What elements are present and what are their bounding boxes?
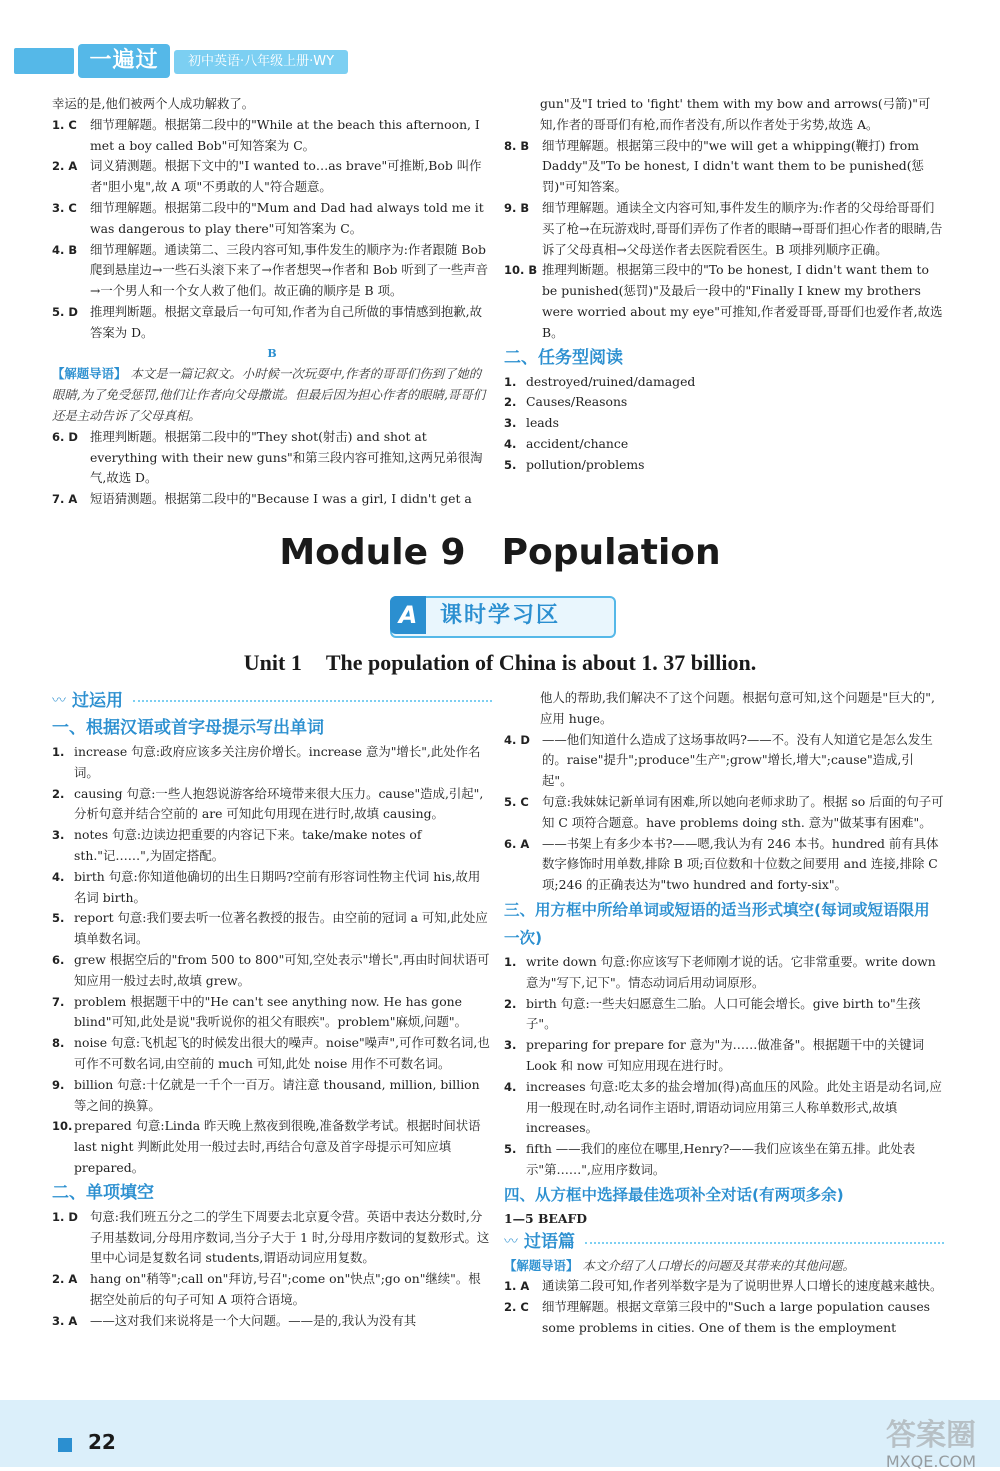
item-number: 3. (52, 828, 65, 843)
item-text: leads (526, 415, 559, 431)
answer-item (52, 908, 492, 950)
item-text: Causes/Reasons (526, 394, 628, 410)
item-text: pollution/problems (526, 456, 645, 472)
item-number: 5. D (52, 304, 78, 319)
item-number: 2. A (52, 159, 78, 174)
dotted-divider (133, 700, 492, 702)
answer-item (504, 413, 944, 434)
answer-item (504, 1077, 944, 1139)
answer-item (52, 198, 492, 240)
item-text: 通读第二段可知,作者列举数字是为了说明世界人口增长的速度越来越快。 (542, 1278, 943, 1294)
bottom-right-column (504, 688, 944, 1339)
lead-text: 他人的帮助,我们解决不了这个问题。根据句意可知,这个问题是"巨大的",应用 huge。 (540, 690, 935, 726)
answer-item (504, 434, 944, 455)
item-text: 推理判断题。根据文章最后一句可知,作者为自己所做的事情感到抱歉,故答案为 D。 (90, 303, 482, 340)
book-subtitle: 初中英语·八年级上册·WY (174, 50, 348, 74)
answer-item (52, 742, 492, 784)
answer-item (52, 867, 492, 909)
item-number: 4. B (52, 242, 78, 257)
item-text: 词义猜测题。根据下文中的"I wanted to…as brave"可推断,Bob 叫作者"胆小鬼",故 A 项"不勇敢的人"符合题意。 (90, 158, 482, 195)
answer-item (504, 198, 944, 260)
item-text: report 句意:我们要去听一位著名教授的报告。由空前的冠词 a 可知,此处应填单数名词。 (74, 910, 488, 947)
guide-text: 本文是一篇记叙文。小时候一次玩耍中,作者的哥哥们伤到了她的眼睛,为了免受惩罚,他们让作者向父母撒谎。但最后因为担心作者的眼睛,哥哥们还是主动告诉了父母真相。 (52, 366, 486, 423)
item-number: 1. (504, 954, 517, 969)
item-number: 9. (52, 1077, 65, 1092)
section-title: 三、用方框中所给单词或短语的适当形式填空(每词或短语限用一次) (504, 900, 930, 947)
watermark-logo-text: 答案圈 (886, 1418, 976, 1453)
item-number: 5. C (504, 794, 529, 809)
item-text: 细节理解题。通读全文内容可知,事件发生的顺序为:作者的父母给哥哥们买了枪→在玩游戏时,哥哥们弄伤了作者的眼睛→哥哥们担心作者的眼睛,告诉了父母真相→父母送作者去医院看医生。B 项排列顺序正确。 (542, 199, 943, 257)
guide-tag: 【解题导语】 (504, 1257, 579, 1273)
answer-item (504, 455, 944, 476)
item-text: 推理判断题。根据第二段中的"They shot(射击) and shot at everything with their new guns"和第三段内容可推知,这两兄弟很淘气,故选 D。 (90, 428, 483, 486)
section-title: 二、任务型阅读 (504, 347, 623, 368)
item-text: billion 句意:十亿就是一千个一百万。请注意 thousand, million, billion 等之间的换算。 (74, 1076, 480, 1113)
item-number: 7. (52, 994, 65, 1009)
reading-guide (504, 1256, 944, 1277)
item-number: 8. B (504, 138, 530, 153)
item-text: increase 句意:政府应该多关注房价增长。increase 意为"增长",此处作名词。 (74, 744, 481, 780)
reading-guide (52, 364, 492, 426)
item-text: 细节理解题。根据文章第三段中的"Such a large population causes some problems in cities. One of them is the employment (542, 1299, 931, 1335)
module-name: Population (501, 532, 721, 573)
item-number: 9. B (504, 200, 530, 215)
item-number: 3. (504, 416, 517, 431)
brand-logo: 一遍过 (78, 44, 170, 78)
item-number: 4. D (504, 732, 530, 747)
wave-icon: 〰 (52, 692, 66, 709)
item-text: 细节理解题。根据第二段中的"Mum and Dad had always told me it was dangerous to play there"可知答案为 C。 (90, 199, 484, 236)
section-b-label: B (267, 346, 277, 360)
site-watermark (796, 1410, 976, 1471)
item-number: 6. (52, 952, 65, 967)
item-text: write down 句意:你应该写下老师刚才说的话。它非常重要。write down 意为"写下,记下"。情态动词后用动词原形。 (526, 953, 936, 990)
answer-item (52, 1033, 492, 1075)
item-number: 5. (504, 457, 517, 472)
item-number: 1. D (52, 1209, 78, 1224)
lead-text: gun"及"I tried to 'fight' them with my bow and arrows(弓箭)"可知,作者的哥哥们有枪,而作者没有,所以作者处于劣势,故选 A。 (540, 96, 931, 132)
item-number: 6. A (504, 836, 530, 851)
answer-item (52, 240, 492, 302)
answer-item (504, 792, 944, 834)
unit-title (0, 650, 1000, 676)
item-text: preparing for prepare for 意为"为……做准备"。根据题干中的关键词 Look 和 now 可知应用现在进行时。 (526, 1037, 925, 1073)
unit-label: Unit 1 (243, 650, 302, 675)
answer-item (504, 994, 944, 1036)
answer-item (52, 1269, 492, 1311)
item-text: 句意:我妹妹记新单词有困难,所以她向老师求助了。根据 so 后面的句子可知 C 项符合题意。have problems doing sth. 意为"做某事有困难"。 (542, 793, 944, 830)
answer-item (52, 115, 492, 157)
item-text: increases 句意:吃太多的盐会增加(得)高血压的风险。此处主语是动名词,应用一般现在时,动名词作主语时,谓语动词应用第三人称单数形式,故填 increases。 (526, 1078, 942, 1136)
item-text: notes 句意:边读边把重要的内容记下来。take/make notes of sth."记……",为固定搭配。 (74, 827, 422, 863)
answer-item (52, 302, 492, 344)
item-number: 4. (504, 436, 517, 451)
answer-item (504, 392, 944, 413)
answer-item (504, 952, 944, 994)
footer-square-icon (58, 1438, 72, 1452)
section-title: 一、根据汉语或首字母提示写出单词 (52, 718, 324, 738)
lead-text: 幸运的是,他们被两个人成功解救了。 (52, 96, 255, 111)
item-text: hang on"稍等";call on"拜访,号召";come on"快点";go on"继续"。根据空处前后的句子可知 A 项符合语境。 (90, 1271, 481, 1307)
item-text: 短语猜测题。根据第二段中的"Because I was a girl, I didn't get a (90, 491, 472, 507)
item-number: 4. (504, 1079, 517, 1094)
item-number: 3. A (52, 1313, 78, 1328)
answer-item (52, 1116, 492, 1178)
item-text: noise 句意:飞机起飞的时候发出很大的噪声。noise"噪声",可作可数名词,也可作不可数名词,由空前的 much 可知,此处 noise 用作不可数名词。 (74, 1035, 490, 1071)
answer-item (52, 1207, 492, 1269)
item-number: 2. A (52, 1272, 78, 1287)
item-number: 1. C (52, 117, 77, 132)
item-text: 句意:我们班五分之二的学生下周要去北京夏令营。英语中表达分数时,分子用基数词,分母用序数词,当分子大于 1 时,分母用序数词的复数形式。这里中心词是复数名词 students,谓语动词应用复数。 (90, 1208, 490, 1266)
pass-label: 过语篇 (524, 1232, 575, 1253)
header-color-band (14, 48, 74, 74)
answer-item (504, 1035, 944, 1077)
item-text: grew 根据空后的"from 500 to 800"可知,空处表示"增长",再由时间状语可知应用一般过去时,故填 grew。 (74, 951, 490, 988)
pass-label: 过运用 (72, 690, 123, 711)
item-number: 4. (52, 869, 65, 884)
module-label: Module 9 (279, 532, 466, 573)
item-text: birth 句意:你知道他确切的出生日期吗?空前有形容词性物主代词 his,故用名词 birth。 (74, 868, 481, 905)
answer-item (52, 784, 492, 826)
item-text: causing 句意:一些人抱怨说游客给环境带来很大压力。cause"造成,引起",分析句意并结合空前的 are 可知此句用现在进行时,故填 causing。 (74, 785, 484, 822)
guide-tag: 【解题导语】 (52, 366, 127, 382)
item-text: ——书架上有多少本书?——嗯,我认为有 246 本书。hundred 前有具体数字修饰时用单数,排除 B 项;百位数和十位数之间要用 and 连接,排除 C 项;246 的正确表达为"two hundred and forty-six"。 (542, 835, 939, 893)
answer-item (52, 427, 492, 489)
item-number: 6. D (52, 429, 78, 444)
guide-text: 本文介绍了人口增长的问题及其带来的其他问题。 (582, 1257, 855, 1273)
item-text: 细节理解题。根据第二段中的"While at the beach this afternoon, I met a boy called Bob"可知答案为 C。 (90, 116, 480, 153)
watermark-url: MXQE.COM (885, 1452, 976, 1471)
item-number: 1. (504, 374, 517, 389)
answer-item (504, 1139, 944, 1181)
answer-item (52, 489, 492, 510)
answer-line: 1—5 BEAFD (504, 1210, 588, 1226)
unit-heading: The population of China is about 1. 37 billion. (325, 650, 757, 675)
item-text: accident/chance (526, 435, 629, 451)
answer-item (52, 156, 492, 198)
section-title: 二、单项填空 (52, 1182, 154, 1203)
wave-icon: 〰 (504, 1234, 518, 1251)
item-text: ——他们知道什么造成了这场事故吗?——不。没有人知道它是怎么发生的。raise"提升";produce"生产";grow"增长,增大";cause"造成,引起"。 (542, 731, 933, 789)
answer-item (504, 136, 944, 198)
answer-item (504, 730, 944, 792)
lesson-badge (390, 596, 616, 638)
answer-item (504, 834, 944, 896)
item-number: 10. B (504, 263, 538, 278)
top-left-column (52, 94, 492, 510)
dotted-divider (585, 1242, 944, 1244)
answer-item (504, 260, 944, 343)
answer-item (504, 1297, 944, 1339)
item-text: fifth ——我们的座位在哪里,Henry?——我们应该坐在第五排。此处表示"第……",应用序数词。 (526, 1141, 916, 1177)
item-text: 推理判断题。根据第三段中的"To be honest, I didn't want them to be punished(惩罚)"及最后一段中的"Finally I knew my brothers were worried about my eye"可推知,作者爱哥哥,哥哥们也爱作者,故选 B。 (542, 262, 943, 340)
badge-letter: A (390, 596, 426, 634)
item-number: 5. (52, 911, 65, 926)
item-number: 2. (52, 786, 65, 801)
answer-item (504, 1276, 944, 1297)
item-number: 3. C (52, 200, 77, 215)
item-number: 2. C (504, 1300, 529, 1315)
item-text: 细节理解题。通读第二、三段内容可知,事件发生的顺序为:作者跟随 Bob 爬到悬崖边→一些石头滚下来了→作者想哭→作者和 Bob 听到了一些声音→一个男人和一个女人救了他们。故正确的顺序是 B 项。 (90, 241, 489, 299)
item-number: 2. (504, 395, 517, 410)
item-text: prepared 句意:Linda 昨天晚上熬夜到很晚,准备数学考试。根据时间状语 last night 判断此处用一般过去时,再结合句意及首字母提示可知应填 prepared。 (74, 1118, 481, 1175)
item-text: problem 根据题干中的"He can't see anything now. He has gone blind"可知,此处是说"我听说你的祖父有眼疾"。problem"麻烦,问题"。 (74, 993, 468, 1030)
top-right-column (504, 94, 944, 476)
badge-text: 课时学习区 (440, 603, 561, 628)
section-title: 四、从方框中选择最佳选项补全对话(有两项多余) (504, 1185, 844, 1204)
item-text: birth 句意:一些夫妇愿意生二胎。人口可能会增长。give birth to"生孩子"。 (526, 995, 921, 1032)
item-text: destroyed/ruined/damaged (526, 373, 696, 389)
item-number: 8. (52, 1036, 65, 1051)
answer-item (52, 950, 492, 992)
item-text: ——这对我们来说将是一个大问题。——是的,我认为没有其 (90, 1312, 417, 1328)
item-text: 细节理解题。根据第三段中的"we will get a whipping(鞭打) from Daddy"及"To be honest, I didn't want them to be punished(惩罚)"可知答案。 (542, 137, 924, 195)
item-number: 5. (504, 1142, 517, 1157)
item-number: 3. (504, 1038, 517, 1053)
answer-item (52, 1075, 492, 1117)
item-number: 1. A (504, 1279, 530, 1294)
answer-item (52, 992, 492, 1034)
item-number: 2. (504, 996, 517, 1011)
page-header (0, 0, 1000, 80)
answer-item (52, 825, 492, 867)
item-number: 1. (52, 745, 65, 759)
item-number: 10. (52, 1119, 73, 1134)
pass-heading (52, 688, 492, 714)
pass-heading (504, 1230, 944, 1256)
answer-item (52, 1311, 492, 1332)
answer-item (504, 372, 944, 393)
bottom-left-column (52, 688, 492, 1332)
item-number: 7. A (52, 492, 78, 507)
page-number: 22 (88, 1430, 116, 1454)
module-title (0, 532, 1000, 573)
